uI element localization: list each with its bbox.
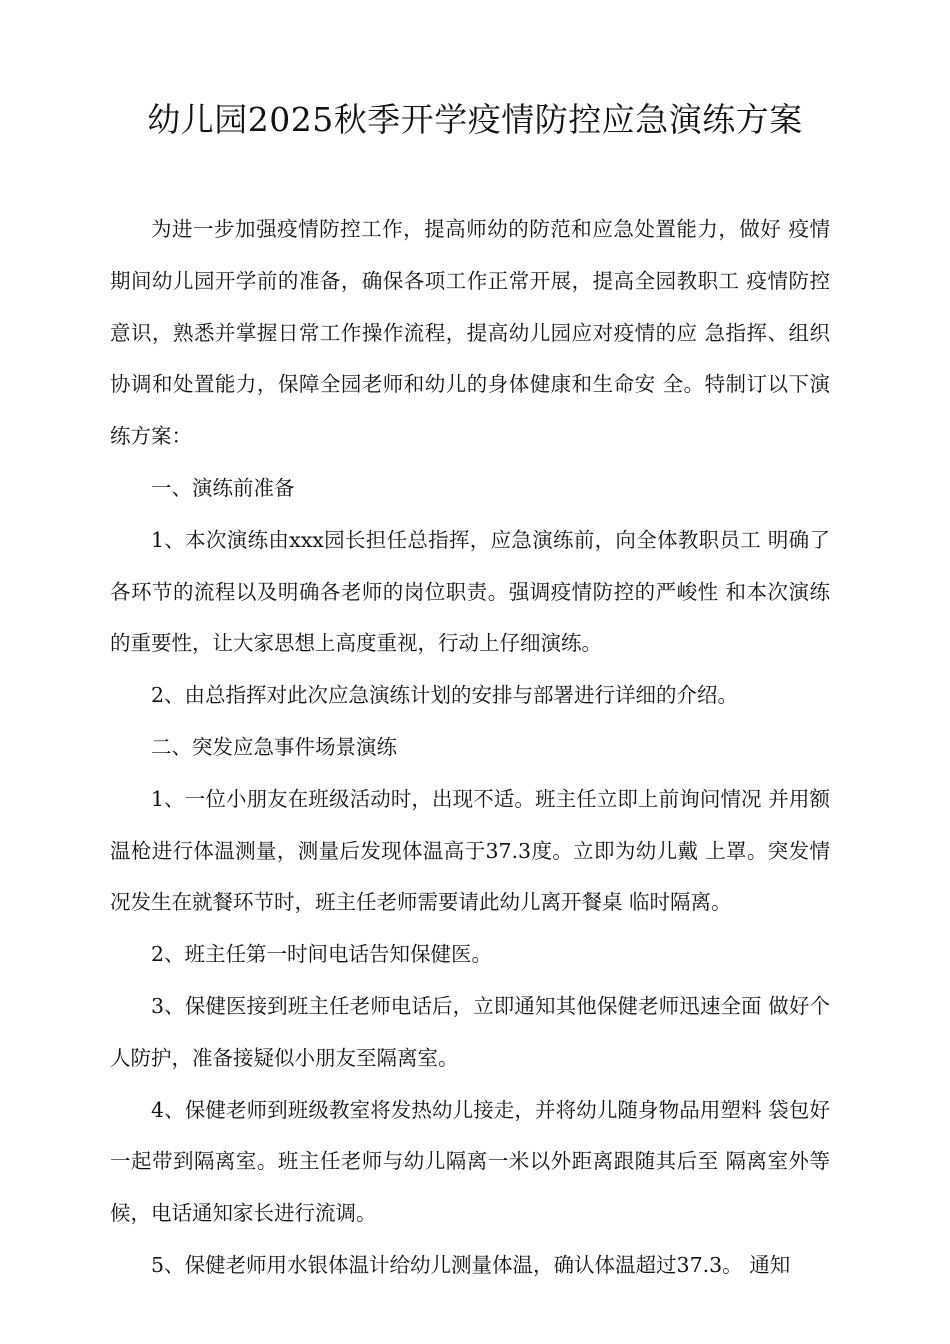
- list-item: 2、由总指挥对此次应急演练计划的安排与部署进行详细的介绍。: [151, 683, 739, 708]
- section-heading-drill: 二、突发应急事件场景演练: [151, 734, 397, 759]
- list-item: 5、保健老师用水银体温计给幼儿测量体温，确认体温超过37.3。 通知: [151, 1252, 791, 1277]
- document-body: [110, 204, 830, 1292]
- list-item: 1、本次演练由xxx园长担任总指挥，应急演练前，向全体教职员工 明确了各环节的流程以及明确各老师的岗位职责。强调疫情防控的严峻性 和本次演练的重要性，让大家思想上高度重视，行动上仔细演练。: [110, 527, 830, 656]
- list-item: 2、班主任第一时间电话告知保健医。: [151, 942, 493, 967]
- document-title: 幼儿园2025秋季开学疫情防控应急演练方案: [147, 100, 803, 139]
- list-item: 1、一位小朋友在班级活动时，出现不适。班主任立即上前询问情况 并用额温枪进行体温测量，测量后发现体温高于37.3度。立即为幼儿戴 上罩。突发情况发生在就餐环节时，班主任老师需要请此幼儿离开餐桌 临时隔离。: [110, 786, 830, 915]
- intro-paragraph: 为进一步加强疫情防控工作，提高师幼的防范和应急处置能力，做好 疫情期间幼儿园开学前的准备，确保各项工作正常开展，提高全园教职工 疫情防控意识，熟悉并掌握日常工作操作流程，提高幼儿园应对疫情的应 急指挥、组织协调和处置能力，保障全园老师和幼儿的身体健康和生命安 全。特制订以下演练方案：: [110, 217, 830, 449]
- section-heading-preparation: 一、演练前准备: [151, 475, 295, 500]
- list-item: 4、保健老师到班级教室将发热幼儿接走，并将幼儿随身物品用塑料 袋包好一起带到隔离室。班主任老师与幼儿隔离一米以外距离跟随其后至 隔离室外等候，电话通知家长进行流调。: [110, 1097, 830, 1226]
- list-item: 3、保健医接到班主任老师电话后，立即通知其他保健老师迅速全面 做好个人防护，准备接疑似小朋友至隔离室。: [110, 993, 830, 1070]
